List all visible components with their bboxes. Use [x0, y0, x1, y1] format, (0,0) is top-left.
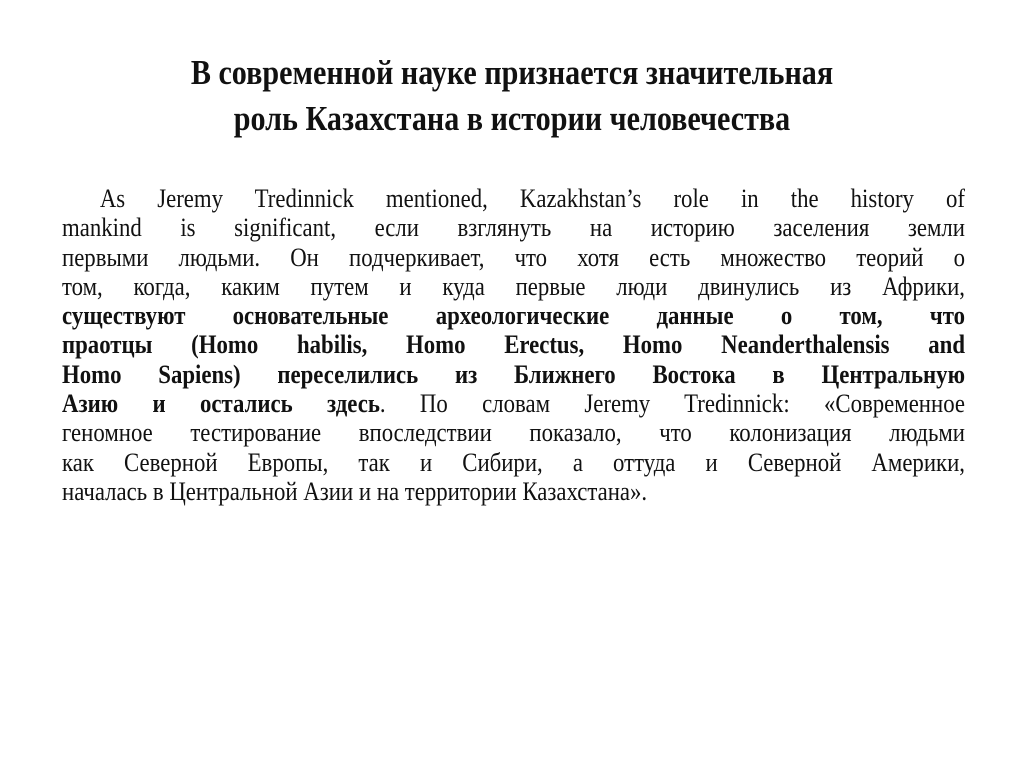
bold-text-segment: праотцы (Homo habilis, Homo Erectus, Homo Neanderthalensis and [62, 329, 965, 360]
bold-text-segment: существуют основательные археологические данные о том, что [62, 300, 965, 331]
text-segment: mankind is significant, если взглянуть на историю заселения земли [62, 212, 965, 243]
paragraph-line [62, 448, 965, 477]
text-segment: как Северной Европы, так и Сибири, а оттуда и Северной Америки, [62, 446, 965, 477]
paragraph-line [62, 184, 965, 213]
text-segment: началась в Центральной Азии и на территории Казахстана». [62, 475, 648, 506]
paragraph-line [62, 243, 965, 272]
paragraph-line [62, 389, 965, 418]
paragraph-line [62, 301, 965, 330]
paragraph-line [62, 330, 965, 359]
slide-title-line: В современной науке признается значительная [190, 53, 834, 92]
paragraph-line [62, 418, 965, 447]
paragraph-line [62, 213, 965, 242]
text-segment: первыми людьми. Он подчеркивает, что хотя есть множество теорий о [62, 241, 965, 272]
text-segment: . По словам Jeremy Tredinnick: «Современное [379, 388, 965, 419]
text-segment: том, когда, каким путем и куда первые люди двинулись из Африки, [62, 270, 965, 301]
text-segment: As Jeremy Tredinnick mentioned, Kazakhstan’s role in the history of [99, 183, 966, 213]
slide-body-paragraph [62, 184, 965, 506]
paragraph-line [62, 272, 965, 301]
slide-title [0, 50, 1024, 142]
paragraph-line [62, 360, 965, 389]
paragraph-line [62, 477, 965, 506]
slide-title-line: роль Казахстана в истории человечества [233, 99, 791, 138]
text-segment: геномное тестирование впоследствии показало, что колонизация людьми [62, 417, 965, 448]
bold-text-segment: Homo Sapiens) переселились из Ближнего Востока в Центральную [62, 358, 965, 389]
bold-text-segment: Азию и остались здесь [62, 388, 380, 419]
